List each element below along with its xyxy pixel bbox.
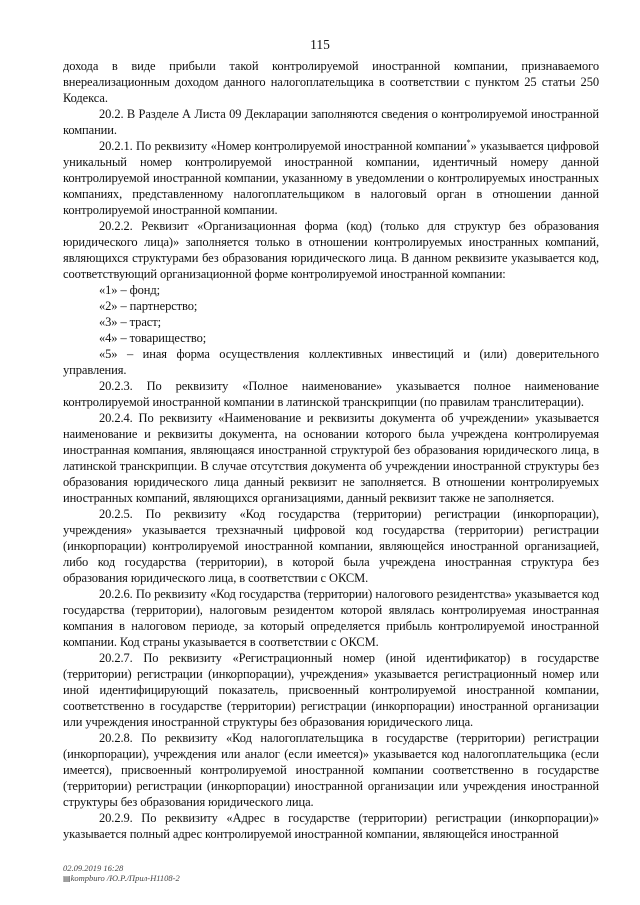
list-item: «5» – иная форма осуществления коллективных инвестиций и (или) доверительного управления. [63,347,599,377]
paragraph: дохода в виде прибыли такой контролируемой иностранной компании, признаваемого внереализационным доходом данного налогоплательщика в соответствии с пунктом 25 статьи 250 Кодекса. [63,59,599,105]
footer [63,863,180,884]
paragraph: 20.2.4. По реквизиту «Наименование и реквизиты документа об учреждении» указывается наименование и реквизиты документа, на основании которого была учреждена контролируемая иностранная компания, являющаяся иностранной структурой без образования юридического лица, в латинской транскрипции. В случае отсутствия документа об учреждении иностранной структуры без образования юридического лица данный реквизит не заполняется. В отношении контролируемых иностранных компаний, являющихся организациями, данный реквизит также не заполняется. [63,411,599,505]
paragraph: 20.2. В Разделе А Листа 09 Декларации заполняются сведения о контролируемой иностранной компании. [63,107,599,137]
paragraph-text: » указывается цифровой уникальный номер контролируемой иностранной компании, идентичный номеру данной контролируемой иностранной компании, указанному в уведомлении о контролируемых иностранных компаниях, представленному налогоплательщиком в налоговый орган в отношении данной контролируемой иностранной компании. [63,139,599,217]
paragraph [63,138,599,218]
paragraph: 20.2.6. По реквизиту «Код государства (территории) налогового резидентства» указывается код государства (территории), налоговым резидентом которой являлась контролируемая иностранная компания в налоговом периоде, за который определяется прибыль контролируемой иностранной компании. Код страны указывается в соответствии с ОКСМ. [63,587,599,649]
list-item: «2» – партнерство; [99,299,198,313]
list-item: «4» – товарищество; [99,331,207,345]
list-item: «1» – фонд; [99,283,161,297]
paragraph: 20.2.2. Реквизит «Организационная форма (код) (только для структур без образования юридического лица)» заполняется только в отношении контролируемых иностранных компаний, являющихся структурами без образования юридического лица. В данном реквизите указывается код, соответствующий организационной форме контролируемой иностранной компании: [63,219,599,281]
document-body [63,58,599,842]
footer-timestamp: 02.09.2019 16:28 [63,863,124,873]
page-number: 115 [310,37,330,52]
paragraph: 20.2.7. По реквизиту «Регистрационный номер (иной идентификатор) в государстве (территории) регистрации (инкорпорации), учреждения» указывается регистрационный номер или иной идентифицирующий показатель, присвоенный контролируемой иностранной компании, соответственно в государстве (территории) регистрации (инкорпорации) иностранной организации или учреждения иностранной структуры без образования юридического лица. [63,651,599,729]
paragraph: 20.2.8. По реквизиту «Код налогоплательщика в государстве (территории) регистрации (инкорпорации), учреждения или аналог (если имеется)» указывается код налогоплательщика (если имеется), присвоенный контролируемой иностранной компании соответственно в государстве (территории) регистрации (инкорпорации) иностранной организации или учреждения иностранной структуры без образования юридического лица. [63,731,599,809]
footnote-marker: * [466,137,471,147]
footer-path: kompburo /Ю.Р./Прил-Н1108-2 [70,873,180,883]
document-icon: ▤ [63,874,71,883]
paragraph: 20.2.3. По реквизиту «Полное наименование» указывается полное наименование контролируемой иностранной компании в латинской транскрипции (по правилам транслитерации). [63,379,599,409]
paragraph-text: 20.2.1. По реквизиту «Номер контролируемой иностранной компании [99,139,467,153]
footer-path-line [63,873,180,884]
paragraph: 20.2.9. По реквизиту «Адрес в государстве (территории) регистрации (инкорпорации)» указывается полный адрес контролируемой иностранной компании, являющейся иностранной [63,811,599,841]
paragraph: 20.2.5. По реквизиту «Код государства (территории) регистрации (инкорпорации), учреждения» указывается трехзначный цифровой код государства (территории) регистрации (инкорпорации) контролируемой иностранной компании, являющейся иностранной организацией, либо код государства (территории), в которой была учреждена иностранная структура без образования юридического лица, в соответствии с ОКСМ. [63,507,599,585]
list-item: «3» – траст; [99,315,161,329]
